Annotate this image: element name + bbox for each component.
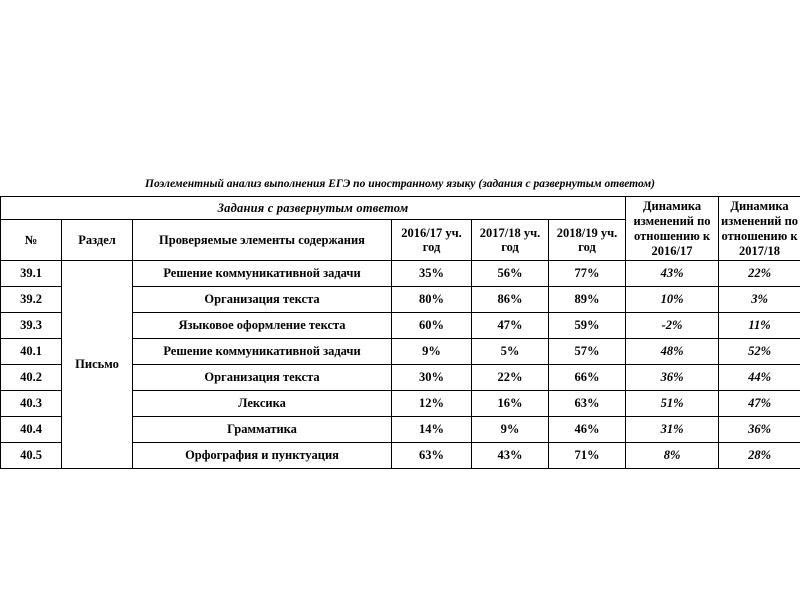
cell-year1: 35% (392, 261, 472, 287)
cell-dyn1: 8% (626, 443, 719, 469)
header-year-2018-19: 2018/19 уч. год (549, 220, 626, 261)
table-row (1, 261, 800, 287)
cell-number: 40.5 (1, 443, 62, 469)
cell-year2: 5% (472, 339, 549, 365)
cell-year1: 60% (392, 313, 472, 339)
analysis-table (0, 196, 800, 469)
cell-year3: 59% (549, 313, 626, 339)
cell-content: Организация текста (133, 287, 392, 313)
cell-dyn1: 43% (626, 261, 719, 287)
cell-dyn2: 47% (719, 391, 800, 417)
cell-dyn2: 28% (719, 443, 800, 469)
cell-year3: 89% (549, 287, 626, 313)
header-dynamic-1: Динамика изменений по отношению к 2016/17 (626, 197, 719, 261)
cell-year2: 9% (472, 417, 549, 443)
cell-year3: 71% (549, 443, 626, 469)
cell-year1: 9% (392, 339, 472, 365)
table-band-row (1, 197, 800, 220)
cell-dyn1: 48% (626, 339, 719, 365)
cell-dyn2: 3% (719, 287, 800, 313)
cell-year3: 57% (549, 339, 626, 365)
cell-content: Лексика (133, 391, 392, 417)
cell-dyn1: 10% (626, 287, 719, 313)
cell-year2: 16% (472, 391, 549, 417)
cell-number: 40.1 (1, 339, 62, 365)
cell-year1: 30% (392, 365, 472, 391)
cell-year1: 80% (392, 287, 472, 313)
cell-dyn1: 31% (626, 417, 719, 443)
cell-year1: 14% (392, 417, 472, 443)
cell-number: 39.1 (1, 261, 62, 287)
header-number: № (1, 220, 62, 261)
band-title: Задания с развернутым ответом (1, 197, 626, 220)
cell-content: Решение коммуникативной задачи (133, 339, 392, 365)
cell-dyn1: 36% (626, 365, 719, 391)
cell-dyn2: 11% (719, 313, 800, 339)
header-year-2017-18: 2017/18 уч. год (472, 220, 549, 261)
cell-year2: 56% (472, 261, 549, 287)
cell-content: Орфография и пунктуация (133, 443, 392, 469)
cell-content: Языковое оформление текста (133, 313, 392, 339)
cell-year2: 22% (472, 365, 549, 391)
header-content: Проверяемые элементы содержания (133, 220, 392, 261)
page-title: Поэлементный анализ выполнения ЕГЭ по иностранному языку (задания с развернутым ответом) (145, 178, 655, 190)
cell-year1: 63% (392, 443, 472, 469)
cell-section: Письмо (62, 261, 133, 469)
header-dynamic-2: Динамика изменений по отношению к 2017/18 (719, 197, 800, 261)
cell-number: 40.4 (1, 417, 62, 443)
cell-year3: 66% (549, 365, 626, 391)
cell-dyn2: 44% (719, 365, 800, 391)
header-section: Раздел (62, 220, 133, 261)
cell-content: Решение коммуникативной задачи (133, 261, 392, 287)
cell-year2: 47% (472, 313, 549, 339)
cell-number: 39.3 (1, 313, 62, 339)
cell-year1: 12% (392, 391, 472, 417)
cell-dyn1: -2% (626, 313, 719, 339)
cell-year3: 77% (549, 261, 626, 287)
cell-year2: 43% (472, 443, 549, 469)
cell-dyn1: 51% (626, 391, 719, 417)
cell-dyn2: 36% (719, 417, 800, 443)
cell-content: Организация текста (133, 365, 392, 391)
cell-dyn2: 22% (719, 261, 800, 287)
cell-year3: 63% (549, 391, 626, 417)
cell-number: 39.2 (1, 287, 62, 313)
header-year-2016-17: 2016/17 уч. год (392, 220, 472, 261)
cell-number: 40.2 (1, 365, 62, 391)
cell-dyn2: 52% (719, 339, 800, 365)
cell-number: 40.3 (1, 391, 62, 417)
cell-year2: 86% (472, 287, 549, 313)
cell-content: Грамматика (133, 417, 392, 443)
cell-year3: 46% (549, 417, 626, 443)
